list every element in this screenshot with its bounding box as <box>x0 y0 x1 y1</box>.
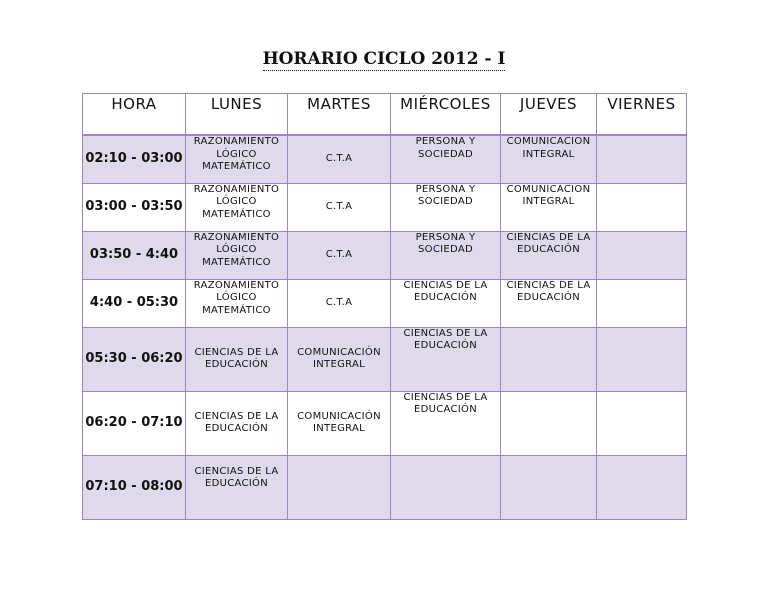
hour-cell: 07:10 - 08:00 <box>83 455 186 519</box>
schedule-cell: CIENCIAS DE LA EDUCACIÓN <box>501 231 597 279</box>
table-row <box>83 327 687 391</box>
schedule-cell: CIENCIAS DE LA EDUCACIÓN <box>391 391 501 455</box>
header-jueves: JUEVES <box>501 94 597 136</box>
table-row <box>83 183 687 231</box>
schedule-cell: C.T.A <box>288 183 391 231</box>
table-row <box>83 391 687 455</box>
schedule-cell <box>288 455 391 519</box>
schedule-cell <box>597 231 687 279</box>
header-viernes: VIERNES <box>597 94 687 136</box>
schedule-cell: COMUNICACIÓN INTEGRAL <box>501 135 597 183</box>
header-row <box>83 94 687 136</box>
schedule-cell: RAZONAMIENTO LÓGICO MATEMÁTICO <box>186 183 288 231</box>
schedule-cell: PERSONA Y SOCIEDAD <box>391 231 501 279</box>
header-miercoles: MIÉRCOLES <box>391 94 501 136</box>
schedule-cell: C.T.A <box>288 279 391 327</box>
hour-cell: 06:20 - 07:10 <box>83 391 186 455</box>
schedule-cell <box>597 455 687 519</box>
schedule-cell <box>597 135 687 183</box>
schedule-cell <box>391 455 501 519</box>
hour-cell: 4:40 - 05:30 <box>83 279 186 327</box>
schedule-cell: CIENCIAS DE LA EDUCACIÓN <box>391 279 501 327</box>
schedule-cell: COMUNICACIÓN INTEGRAL <box>288 327 391 391</box>
schedule-cell: PERSONA Y SOCIEDAD <box>391 135 501 183</box>
schedule-cell <box>501 391 597 455</box>
table-row <box>83 279 687 327</box>
schedule-cell: COMUNICACIÓN INTEGRAL <box>501 183 597 231</box>
schedule-table <box>82 93 687 520</box>
hour-cell: 05:30 - 06:20 <box>83 327 186 391</box>
header-lunes: LUNES <box>186 94 288 136</box>
schedule-cell <box>597 391 687 455</box>
title-text: HORARIO CICLO 2012 - I <box>262 49 506 69</box>
schedule-cell: C.T.A <box>288 135 391 183</box>
header-martes: MARTES <box>288 94 391 136</box>
schedule-cell <box>597 183 687 231</box>
hour-cell: 03:50 - 4:40 <box>83 231 186 279</box>
schedule-cell: COMUNICACIÓN INTEGRAL <box>288 391 391 455</box>
schedule-cell: RAZONAMIENTO LÓGICO MATEMÁTICO <box>186 135 288 183</box>
table-row <box>83 455 687 519</box>
schedule-cell: C.T.A <box>288 231 391 279</box>
schedule-cell <box>501 327 597 391</box>
schedule-cell <box>501 455 597 519</box>
schedule-cell <box>597 279 687 327</box>
table-row <box>83 231 687 279</box>
schedule-cell: CIENCIAS DE LA EDUCACIÓN <box>186 391 288 455</box>
schedule-cell: CIENCIAS DE LA EDUCACIÓN <box>391 327 501 391</box>
header-hora: HORA <box>83 94 186 136</box>
schedule-cell: CIENCIAS DE LA EDUCACIÓN <box>186 455 288 519</box>
table-row <box>83 135 687 183</box>
schedule-cell: RAZONAMIENTO LÓGICO MATEMÁTICO <box>186 279 288 327</box>
schedule-cell: RAZONAMIENTO LÓGICO MATEMÁTICO <box>186 231 288 279</box>
schedule-cell: CIENCIAS DE LA EDUCACIÓN <box>501 279 597 327</box>
hour-cell: 03:00 - 03:50 <box>83 183 186 231</box>
hour-cell: 02:10 - 03:00 <box>83 135 186 183</box>
page-title <box>0 49 768 69</box>
schedule-cell <box>597 327 687 391</box>
schedule-cell: PERSONA Y SOCIEDAD <box>391 183 501 231</box>
schedule-cell: CIENCIAS DE LA EDUCACIÓN <box>186 327 288 391</box>
